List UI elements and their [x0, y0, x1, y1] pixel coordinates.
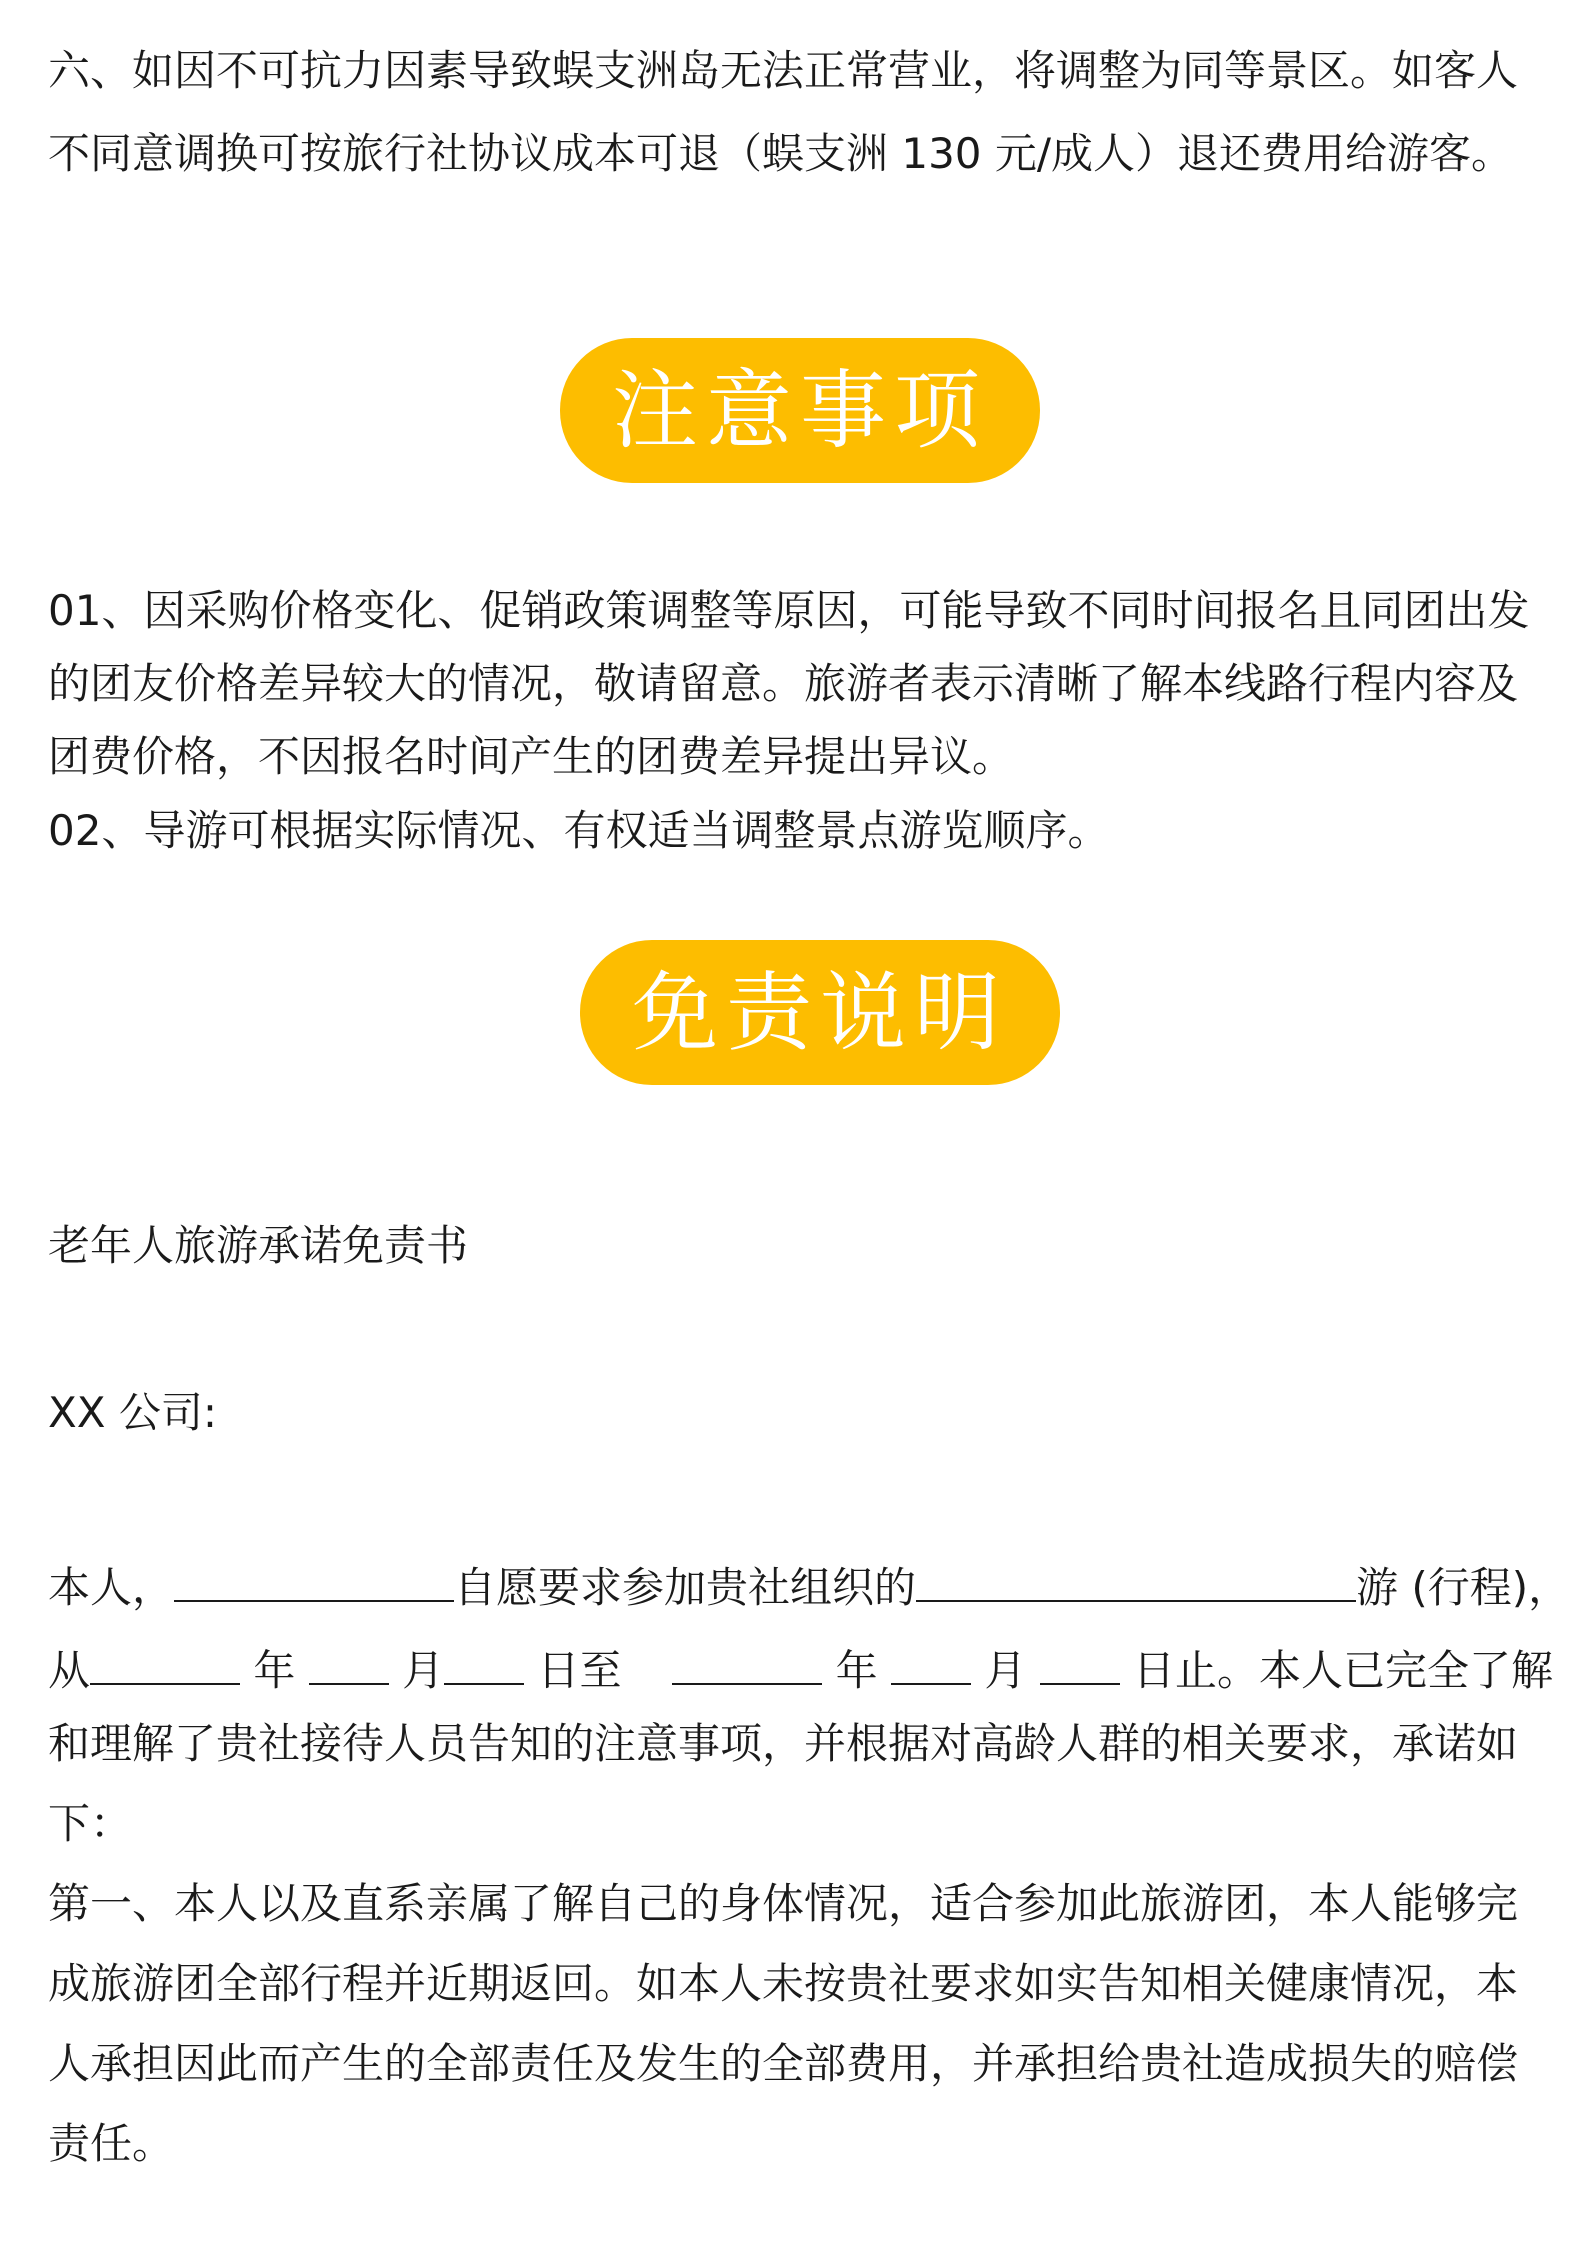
disclaimer-line-6: 责任。 [48, 2119, 175, 2168]
intro-line-1: 六、如因不可抗力因素导致蜈支洲岛无法正常营业，将调整为同等景区。如客人 [48, 46, 1519, 95]
start-day-blank[interactable] [444, 1643, 524, 1685]
disclaimer-line-3: 第一、本人以及直系亲属了解自己的身体情况，适合参加此旅游团，本人能够完 [48, 1879, 1519, 1928]
disclaimer-line-2: 下： [48, 1799, 133, 1848]
notice-line-2: 的团友价格差异较大的情况，敬请留意。旅游者表示清晰了解本线路行程内容及 [48, 659, 1519, 708]
fill-text-year-2: 年 [835, 1646, 878, 1695]
name-blank[interactable] [174, 1560, 454, 1602]
fill-text-year-1: 年 [253, 1646, 296, 1695]
fill-text-self: 本人， [48, 1563, 175, 1612]
fill-text-tour: 游 (行程)， [1356, 1563, 1571, 1612]
notice-heading: 注意事项 [612, 360, 988, 461]
disclaimer-heading: 免责说明 [632, 962, 1008, 1063]
end-day-blank[interactable] [1040, 1643, 1120, 1685]
disclaimer-heading-pill [580, 940, 1060, 1085]
intro-line-2: 不同意调换可按旅行社协议成本可退（蜈支洲 130 元/成人）退还费用给游客。 [48, 129, 1514, 178]
notice-heading-pill [560, 338, 1040, 483]
salutation: XX 公司: [48, 1388, 218, 1437]
end-year-blank[interactable] [672, 1643, 822, 1685]
end-month-blank[interactable] [891, 1643, 971, 1685]
fill-text-join: 自愿要求参加贵社组织的 [454, 1563, 917, 1612]
start-month-blank[interactable] [309, 1643, 389, 1685]
fill-line-2 [48, 1643, 1554, 1695]
notice-line-3: 团费价格，不因报名时间产生的团费差异提出异议。 [48, 732, 1015, 781]
fill-text-from: 从 [48, 1646, 91, 1695]
start-year-blank[interactable] [90, 1643, 240, 1685]
fill-line-1 [48, 1560, 1571, 1612]
disclaimer-line-1: 和理解了贵社接待人员告知的注意事项，并根据对高龄人群的相关要求，承诺如 [48, 1719, 1519, 1768]
notice-line-4: 02、导游可根据实际情况、有权适当调整景点游览顺序。 [48, 806, 1110, 855]
disclaimer-line-5: 人承担因此而产生的全部责任及发生的全部费用，并承担给贵社造成损失的赔偿 [48, 2039, 1519, 2088]
fill-text-month-1: 月 [402, 1646, 445, 1695]
notice-line-1: 01、因采购价格变化、促销政策调整等原因，可能导致不同时间报名且同团出发 [48, 586, 1530, 635]
fill-text-tail: 日止。本人已完全了解 [1133, 1646, 1554, 1695]
disclaimer-doc-title: 老年人旅游承诺免责书 [48, 1221, 469, 1270]
fill-text-month-2: 月 [984, 1646, 1027, 1695]
fill-text-day-to: 日至 [537, 1646, 622, 1695]
disclaimer-line-4: 成旅游团全部行程并近期返回。如本人未按贵社要求如实告知相关健康情况，本 [48, 1959, 1519, 2008]
tour-blank[interactable] [916, 1560, 1356, 1602]
